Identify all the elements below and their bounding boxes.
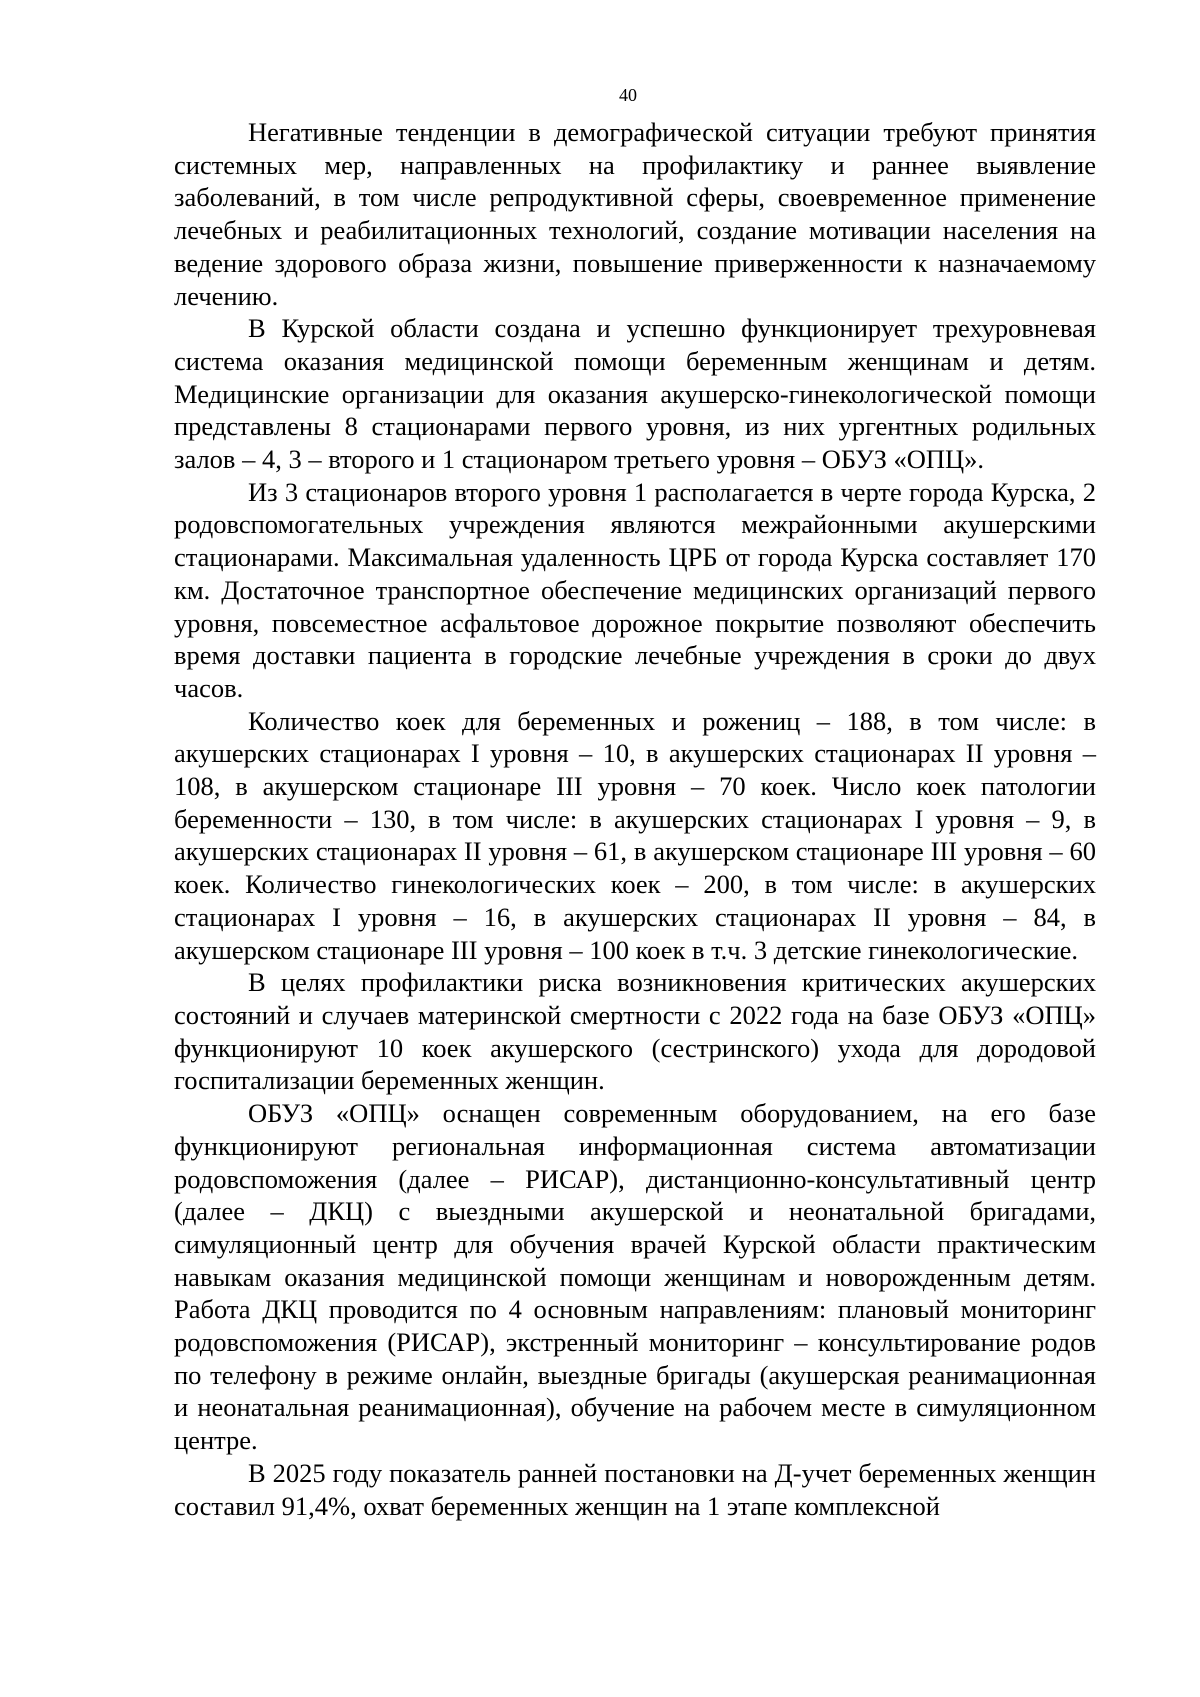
paragraph-2025-indicators: В 2025 году показатель ранней постановки на Д-учет беременных женщин составил 91,4%, охват беременных женщин на 1 этапе комплексной <box>174 1457 1096 1521</box>
page-number: 40 <box>619 85 637 105</box>
paragraph-opc-equipment: ОБУЗ «ОПЦ» оснащен современным оборудованием, на его базе функционируют региональная информационная система автоматизации родовспоможения (далее – РИСАР), дистанционно-консультативный центр (далее – ДКЦ) с выездными акушерской и неонатальной бригадами, симуляционный центр для обучения врачей Курской области практическим навыкам оказания медицинской помощи женщинам и новорожденным детям. Работа ДКЦ проводится по 4 основным направлениям: плановый мониторинг родовспоможения (РИСАР), экстренный мониторинг – консультирование родов по телефону в режиме онлайн, выездные бригады (акушерская реанимационная и неонатальная реанимационная), обучение на рабочем месте в симуляционном центре. <box>174 1098 1096 1456</box>
paragraph-demographic-tendencies: Негативные тенденции в демографической ситуации требуют принятия системных мер, направленных на профилактику и раннее выявление заболеваний, в том числе репродуктивной сферы, своевременное применение лечебных и реабилитационных технологий, создание мотивации населения на ведение здорового образа жизни, повышение приверженности к назначаемому лечению. <box>174 117 1096 311</box>
document-body <box>174 116 1096 1522</box>
paragraph-second-level-hospitals: Из 3 стационаров второго уровня 1 располагается в черте города Курска, 2 родовспомогательных учреждения являются межрайонными акушерскими стационарами. Максимальная удаленность ЦРБ от города Курска составляет 170 км. Достаточное транспортное обеспечение медицинских организаций первого уровня, повсеместное асфальтовое дорожное покрытие позволяют обеспечить время доставки пациента в городские лечебные учреждения в сроки до двух часов. <box>174 476 1096 703</box>
paragraph-bed-counts: Количество коек для беременных и рожениц – 188, в том числе: в акушерских стационарах I уровня – 10, в акушерских стационарах II уровня – 108, в акушерском стационаре III уровня – 70 коек. Число коек патологии беременности – 130, в том числе: в акушерских стационарах I уровня – 9, в акушерских стационарах II уровня – 61, в акушерском стационаре III уровня – 60 коек. Количество гинекологических коек – 200, в том числе: в акушерских стационарах I уровня – 16, в акушерских стационарах II уровня – 84, в акушерском стационаре III уровня – 100 коек в т.ч. 3 детские гинекологические. <box>174 705 1096 965</box>
paragraph-nursing-care-beds: В целях профилактики риска возникновения критических акушерских состояний и случаев материнской смертности с 2022 года на базе ОБУЗ «ОПЦ» функционируют 10 коек акушерского (сестринского) ухода для дородовой госпитализации беременных женщин. <box>174 967 1096 1096</box>
paragraph-three-level-system: В Курской области создана и успешно функционирует трехуровневая система оказания медицинской помощи беременным женщинам и детям. Медицинские организации для оказания акушерско-гинекологической помощи представлены 8 стационарами первого уровня, из них ургентных родильных залов – 4, 3 – второго и 1 стационаром третьего уровня – ОБУЗ «ОПЦ». <box>174 313 1096 475</box>
